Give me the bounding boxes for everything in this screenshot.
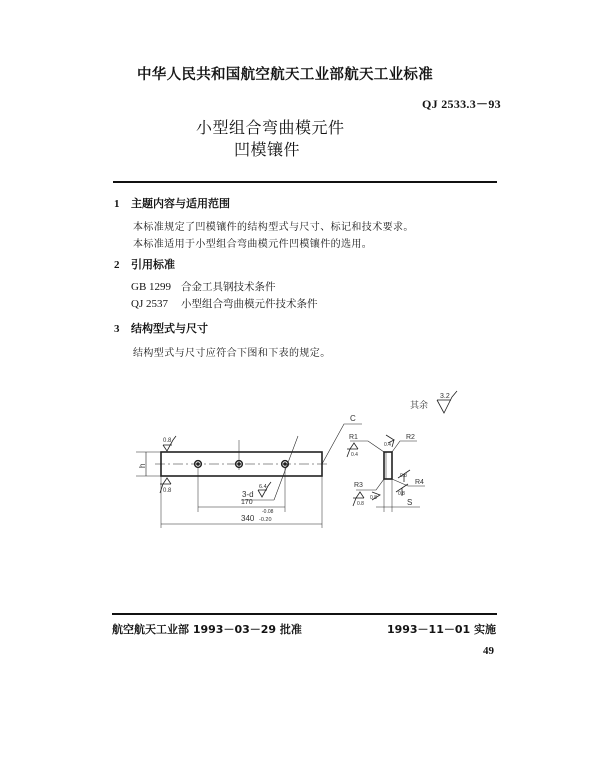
section-number: 1 bbox=[114, 198, 120, 210]
reference-item bbox=[131, 296, 318, 311]
length-tolerance-upper: -0.08 bbox=[262, 509, 274, 515]
roughness-value: 0.4 bbox=[384, 442, 391, 448]
roughness-value: 0.4 bbox=[351, 452, 358, 458]
footer-divider bbox=[112, 613, 497, 615]
height-dimension-label: h bbox=[138, 463, 147, 468]
section-number: 3 bbox=[114, 323, 120, 335]
roughness-value: 0.8 bbox=[370, 495, 377, 501]
other-roughness-value: 3.2 bbox=[440, 393, 450, 400]
cross-section-outline bbox=[384, 452, 392, 479]
implementation-date: 1993－11－01 实施 bbox=[386, 623, 496, 636]
section-1-paragraph-1: 本标准规定了凹模镶件的结构型式与尺寸、标记和技术要求。 bbox=[133, 222, 414, 233]
radius-label-r1: R1 bbox=[349, 434, 358, 441]
section-3-paragraph: 结构型式与尺寸应符合下图和下表的规定。 bbox=[133, 348, 331, 359]
top-roughness-value: 0.8 bbox=[163, 438, 172, 444]
section-title: 结构型式与尺寸 bbox=[131, 322, 208, 335]
length-tolerance-lower: -0.20 bbox=[259, 517, 272, 523]
section-2-heading bbox=[114, 256, 175, 272]
section-title: 引用标准 bbox=[131, 258, 175, 271]
page-number: 49 bbox=[483, 645, 494, 657]
radius-label-r2: R2 bbox=[406, 434, 415, 441]
roughness-value: 0.8 bbox=[400, 473, 407, 479]
section-label: C bbox=[350, 414, 356, 423]
other-roughness-label: 其余 bbox=[410, 400, 429, 410]
width-label: S bbox=[407, 498, 413, 507]
reference-title: 小型组合弯曲模元件技术条件 bbox=[181, 298, 318, 310]
radius-label-r3: R3 bbox=[354, 482, 363, 489]
radius-label-r4: R4 bbox=[415, 479, 424, 486]
reference-title: 合金工具钢技术条件 bbox=[181, 281, 276, 293]
section-title: 主题内容与适用范围 bbox=[131, 197, 230, 210]
section-3-heading bbox=[114, 320, 208, 336]
technical-drawing bbox=[0, 380, 600, 580]
length-dimension: 340 bbox=[241, 514, 255, 523]
roughness-value: 0.8 bbox=[398, 491, 405, 497]
document-title-line2: 凹模镶件 bbox=[234, 140, 301, 159]
hole-spacing-dimension: 170 bbox=[241, 499, 253, 506]
header-divider bbox=[113, 181, 497, 183]
issuing-organization: 中华人民共和国航空航天工业部航天工业标准 bbox=[137, 67, 433, 83]
standard-code: QJ 2533.3－93 bbox=[422, 97, 501, 111]
approval-info: 航空航天工业部 1993－03－29 批准 bbox=[112, 623, 302, 636]
section-number: 2 bbox=[114, 259, 120, 271]
section-1-paragraph-2: 本标准适用于小型组合弯曲模元件凹模镶件的选用。 bbox=[133, 239, 373, 250]
reference-item bbox=[131, 279, 276, 294]
holes-label: 3-d bbox=[242, 490, 254, 499]
bottom-roughness-value: 0.8 bbox=[163, 488, 172, 494]
document-title-line1: 小型组合弯曲模元件 bbox=[196, 118, 345, 137]
roughness-value: 0.8 bbox=[357, 501, 364, 507]
holes-roughness-value: 6.4 bbox=[259, 484, 267, 490]
section-1-heading bbox=[114, 195, 230, 211]
reference-code: GB 1299 bbox=[131, 281, 172, 293]
reference-code: QJ 2537 bbox=[131, 298, 168, 310]
